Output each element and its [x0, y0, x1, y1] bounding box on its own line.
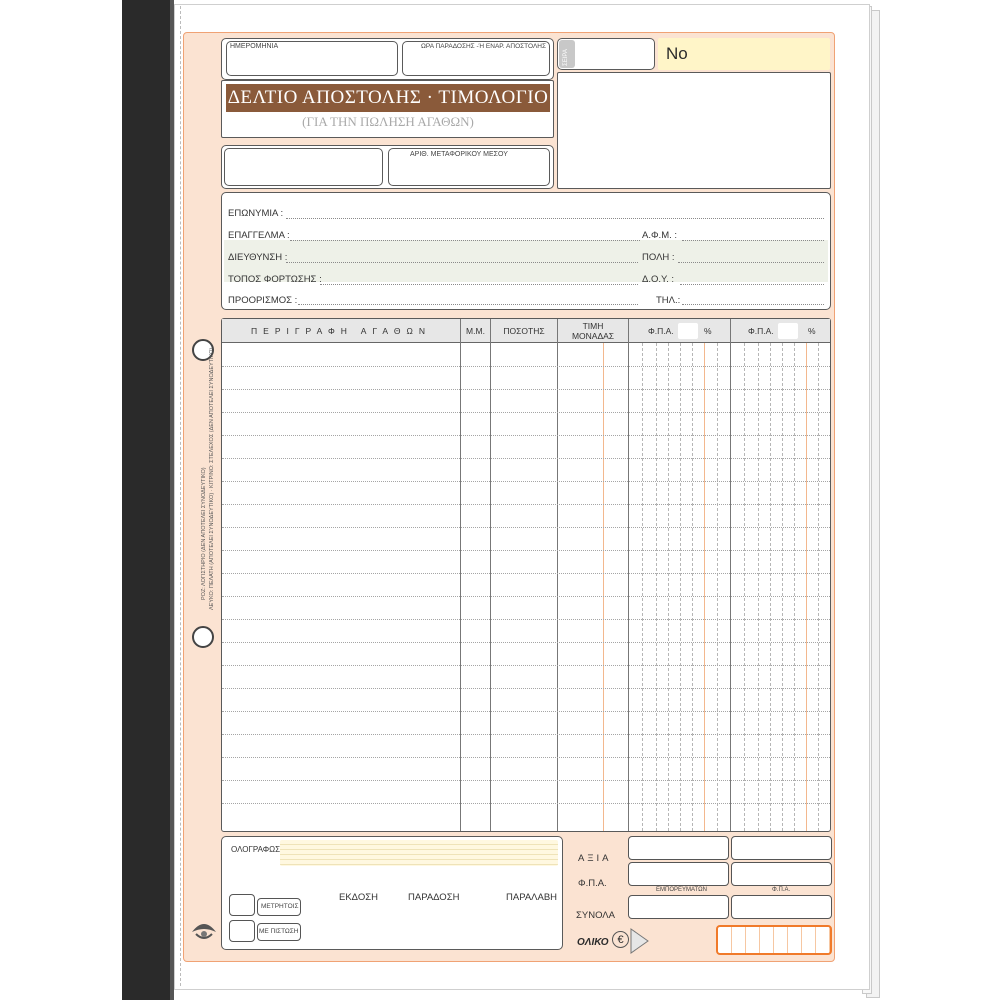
row-line	[222, 803, 830, 804]
vat-vat-box[interactable]	[731, 862, 832, 886]
destination-line[interactable]	[298, 304, 638, 305]
city-label: ΠΟΛΗ :	[642, 252, 675, 263]
receipt-label: ΠΑΡΑΛΑΒΗ	[506, 892, 558, 903]
document-subtitle: (ΓΙΑ ΤΗΝ ΠΩΛΗΣΗ ΑΓΑΘΩΝ)	[302, 114, 474, 129]
vat1-rate-box[interactable]	[678, 323, 698, 339]
cash-label: ΜΕΤΡΗΤΟΙΣ	[261, 903, 299, 910]
merchandise-label: ΕΜΠΟΡΕΥΜΑΤΩΝ	[656, 887, 707, 893]
in-words-label: ΟΛΟΓΡΑΦΩΣ	[231, 845, 281, 854]
issuer-box[interactable]	[224, 148, 383, 186]
totals-label: ΣΥΝΟΛΑ	[576, 910, 615, 921]
col-vat1: Φ.Π.Α.	[648, 326, 674, 336]
profession-label: ΕΠΑΓΓΕΛΜΑ :	[228, 230, 290, 241]
afm-label: Α.Φ.Μ. :	[642, 230, 678, 241]
row-line	[222, 481, 830, 482]
vat-label: Φ.Π.Α.	[578, 878, 607, 889]
cash-checkbox[interactable]	[229, 894, 255, 916]
row-line	[222, 412, 830, 413]
profession-line[interactable]	[290, 240, 640, 241]
loading-place-line[interactable]	[320, 284, 638, 285]
value-vat-box[interactable]	[731, 836, 832, 860]
address-line[interactable]	[286, 262, 638, 263]
punch-hole-bottom	[192, 626, 214, 648]
row-line	[222, 642, 830, 643]
value-goods-box[interactable]	[628, 836, 729, 860]
time-label: ΩΡΑ ΠΑΡΑΔΟΣΗΣ -Ή ΕΝΑΡ. ΑΠΟΣΤΟΛΗΣ	[421, 43, 546, 50]
address-label: ΔΙΕΥΘΥΝΣΗ :	[228, 252, 288, 263]
afm-line[interactable]	[682, 240, 824, 241]
credit-label: ΜΕ ΠΙΣΤΩΣΗ	[259, 928, 299, 935]
vat2-rate-box[interactable]	[778, 323, 798, 339]
arrow-right-icon	[630, 928, 650, 954]
col-unit: Μ.Μ.	[466, 326, 485, 336]
divider-vat1	[730, 319, 731, 831]
vat-goods-box[interactable]	[628, 862, 729, 886]
col-price-line2: ΜΟΝΑΔΑΣ	[571, 331, 615, 341]
totals-goods-box[interactable]	[628, 895, 729, 919]
row-line	[222, 435, 830, 436]
value-label: ΑΞΙΑ	[578, 853, 612, 864]
row-line	[222, 711, 830, 712]
row-line	[222, 389, 830, 390]
items-table	[221, 318, 831, 832]
doy-label: Δ.Ο.Υ. :	[642, 274, 675, 285]
name-line[interactable]	[286, 218, 824, 219]
issue-label: ΕΚΔΟΣΗ	[339, 892, 378, 903]
row-line	[222, 527, 830, 528]
row-line	[222, 550, 830, 551]
row-line	[222, 688, 830, 689]
vehicle-label: ΑΡΙΘ. ΜΕΤΑΦΟΡΙΚΟΥ ΜΕΣΟΥ	[410, 151, 508, 158]
side-note-pink: ΡΟΖ: ΛΟΓΙΣΤΗΡΙΟ (ΔΕΝ ΑΠΟΤΕΛΕΙ ΣΥΝΟΔΕΥΤΙΚΟ)	[201, 467, 207, 600]
grand-total-box[interactable]	[716, 925, 832, 955]
row-line	[222, 596, 830, 597]
customer-stamp-box[interactable]	[557, 72, 831, 189]
binder-spine	[122, 0, 174, 1000]
col-description: ΠΕΡΙΓΡΑΦΗ ΑΓΑΘΩΝ	[251, 326, 431, 336]
grand-total-label: ΟΛΙΚΟ	[577, 937, 609, 948]
side-note-white: ΛΕΥΚΟ: ΠΕΛΑΤΗ (ΑΠΟΤΕΛΕΙ ΣΥΝΟΔΕΥΤΙΚΟ) · ΚΙΤΡΙΝΟ: ΣΤΕΛΕΧΟΣ (ΔΕΝ ΑΠΟΤΕΛΕΙ ΣΥΝΟΔΕΥΤΙΚΟ)	[209, 347, 215, 610]
col-quantity: ΠΟΣΟΤΗΣ	[503, 326, 545, 336]
stripe-1	[224, 240, 828, 262]
col-price-line1: ΤΙΜΗ	[582, 321, 604, 331]
euro-symbol-icon: €	[612, 931, 629, 948]
series-label: ΣΕΙΡΑ	[563, 49, 569, 66]
vat2-percent: %	[808, 326, 816, 336]
row-line	[222, 573, 830, 574]
perforation-line	[180, 6, 181, 986]
phone-line[interactable]	[682, 304, 824, 305]
document-title: ΔΕΛΤΙΟ ΑΠΟΣΤΟΛΗΣ · ΤΙΜΟΛΟΓΙΟ	[226, 84, 550, 112]
row-line	[222, 734, 830, 735]
city-line[interactable]	[678, 262, 824, 263]
row-line	[222, 665, 830, 666]
phone-label: ΤΗΛ.:	[656, 295, 681, 306]
number-label: No	[666, 44, 688, 63]
row-line	[222, 366, 830, 367]
date-label: ΗΜΕΡΟΜΗΝΙΑ	[230, 43, 279, 50]
totals-vat-box[interactable]	[731, 895, 832, 919]
publisher-logo-icon	[190, 912, 218, 946]
divider-description	[460, 319, 461, 831]
divider-quantity	[557, 319, 558, 831]
row-line	[222, 458, 830, 459]
vat1-percent: %	[704, 326, 712, 336]
destination-label: ΠΡΟΟΡΙΣΜΟΣ :	[228, 295, 298, 306]
credit-checkbox[interactable]	[229, 920, 255, 942]
row-line	[222, 504, 830, 505]
row-line	[222, 757, 830, 758]
delivery-label: ΠΑΡΑΔΟΣΗ	[408, 892, 460, 903]
row-line	[222, 619, 830, 620]
divider-unit	[490, 319, 491, 831]
vat-small-label: Φ.Π.Α.	[772, 887, 791, 893]
in-words-field[interactable]	[280, 840, 558, 866]
loading-place-label: ΤΟΠΟΣ ΦΟΡΤΩΣΗΣ :	[228, 274, 322, 285]
divider-price	[628, 319, 629, 831]
name-label: ΕΠΩΝΥΜΙΑ :	[228, 208, 284, 219]
col-vat2: Φ.Π.Α.	[748, 326, 774, 336]
row-line	[222, 780, 830, 781]
doy-line[interactable]	[680, 284, 824, 285]
